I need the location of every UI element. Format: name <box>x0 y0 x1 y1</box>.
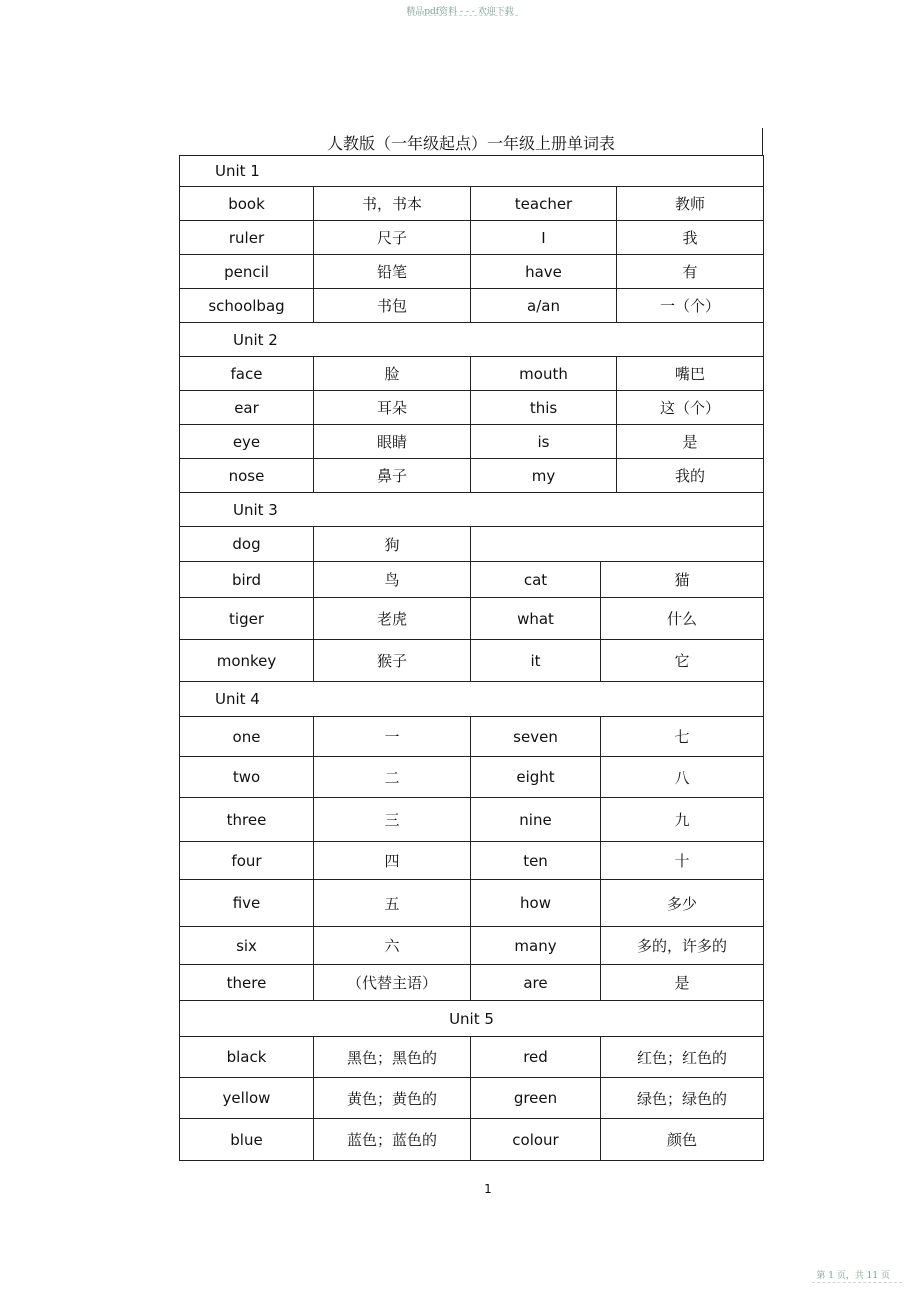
unit-heading: Unit 1 <box>180 156 764 187</box>
unit-heading: Unit 4 <box>180 682 764 717</box>
word-chinese: 绿色；绿色的 <box>601 1078 764 1119</box>
word-english: book <box>180 187 314 221</box>
word-chinese: 蓝色；蓝色的 <box>314 1119 471 1161</box>
word-chinese: 眼睛 <box>314 425 471 459</box>
word-english: six <box>180 927 314 965</box>
word-chinese: 书包 <box>314 289 471 323</box>
word-chinese: 多的，许多的 <box>601 927 764 965</box>
word-english: this <box>471 391 617 425</box>
word-chinese: 黑色；黑色的 <box>314 1037 471 1078</box>
word-chinese: 颜色 <box>601 1119 764 1161</box>
word-english: yellow <box>180 1078 314 1119</box>
word-english: face <box>180 357 314 391</box>
word-english: my <box>471 459 617 493</box>
word-chinese: 什么 <box>601 598 764 640</box>
word-chinese: 教师 <box>617 187 764 221</box>
word-english: one <box>180 717 314 757</box>
word-chinese: 五 <box>314 880 471 927</box>
word-english: five <box>180 880 314 927</box>
word-english: it <box>471 640 601 682</box>
word-english: four <box>180 842 314 880</box>
unit-heading: Unit 3 <box>180 493 764 527</box>
word-english: are <box>471 965 601 1001</box>
word-chinese: 是 <box>601 965 764 1001</box>
word-chinese: 八 <box>601 757 764 798</box>
word-chinese: 它 <box>601 640 764 682</box>
word-english: is <box>471 425 617 459</box>
page-count-footer: 第 1 页，共 11 页 <box>816 1271 890 1281</box>
word-chinese: 猫 <box>601 562 764 598</box>
word-chinese: （代替主语） <box>314 965 471 1001</box>
word-english: ten <box>471 842 601 880</box>
word-english: what <box>471 598 601 640</box>
word-english: two <box>180 757 314 798</box>
word-english: eye <box>180 425 314 459</box>
word-english: I <box>471 221 617 255</box>
vocabulary-table <box>179 155 764 1161</box>
word-english: nine <box>471 798 601 842</box>
word-english: red <box>471 1037 601 1078</box>
word-english: green <box>471 1078 601 1119</box>
word-chinese: 尺子 <box>314 221 471 255</box>
word-chinese: 红色；红色的 <box>601 1037 764 1078</box>
word-english: pencil <box>180 255 314 289</box>
word-chinese: 我的 <box>617 459 764 493</box>
unit-heading: Unit 5 <box>180 1001 764 1037</box>
word-english: teacher <box>471 187 617 221</box>
word-chinese: 六 <box>314 927 471 965</box>
word-chinese: 书，书本 <box>314 187 471 221</box>
word-english: mouth <box>471 357 617 391</box>
header-divider <box>408 15 518 16</box>
word-chinese: 三 <box>314 798 471 842</box>
word-chinese: 脸 <box>314 357 471 391</box>
word-chinese: 嘴巴 <box>617 357 764 391</box>
word-chinese: 这（个） <box>617 391 764 425</box>
word-english: black <box>180 1037 314 1078</box>
word-english: many <box>471 927 601 965</box>
margin-line <box>762 128 763 156</box>
word-english: tiger <box>180 598 314 640</box>
word-english: seven <box>471 717 601 757</box>
word-english: blue <box>180 1119 314 1161</box>
word-english: a/an <box>471 289 617 323</box>
word-english: ear <box>180 391 314 425</box>
word-english: ruler <box>180 221 314 255</box>
word-chinese: 七 <box>601 717 764 757</box>
page-number: 1 <box>484 1182 492 1196</box>
word-chinese: 四 <box>314 842 471 880</box>
document-title: 人教版（一年级起点）一年级上册单词表 <box>326 134 615 153</box>
word-english: have <box>471 255 617 289</box>
word-english: eight <box>471 757 601 798</box>
word-english: three <box>180 798 314 842</box>
footer-divider <box>812 1282 902 1283</box>
unit-heading: Unit 2 <box>180 323 764 357</box>
word-chinese: 黄色；黄色的 <box>314 1078 471 1119</box>
word-chinese: 狗 <box>314 527 471 562</box>
word-chinese: 多少 <box>601 880 764 927</box>
word-chinese: 二 <box>314 757 471 798</box>
word-english: cat <box>471 562 601 598</box>
word-chinese: 鸟 <box>314 562 471 598</box>
word-chinese: 猴子 <box>314 640 471 682</box>
word-english: monkey <box>180 640 314 682</box>
header-watermark: 精品pdf资料 - - - 欢迎下载 <box>406 7 514 17</box>
word-english: colour <box>471 1119 601 1161</box>
word-english: bird <box>180 562 314 598</box>
word-chinese: 一（个） <box>617 289 764 323</box>
word-chinese: 我 <box>617 221 764 255</box>
word-chinese: 十 <box>601 842 764 880</box>
word-chinese: 鼻子 <box>314 459 471 493</box>
empty-cell <box>471 527 764 562</box>
word-english: how <box>471 880 601 927</box>
word-chinese: 铅笔 <box>314 255 471 289</box>
word-chinese: 是 <box>617 425 764 459</box>
word-english: there <box>180 965 314 1001</box>
word-chinese: 一 <box>314 717 471 757</box>
word-chinese: 九 <box>601 798 764 842</box>
word-english: dog <box>180 527 314 562</box>
word-chinese: 耳朵 <box>314 391 471 425</box>
word-english: nose <box>180 459 314 493</box>
word-chinese: 有 <box>617 255 764 289</box>
word-chinese: 老虎 <box>314 598 471 640</box>
word-english: schoolbag <box>180 289 314 323</box>
